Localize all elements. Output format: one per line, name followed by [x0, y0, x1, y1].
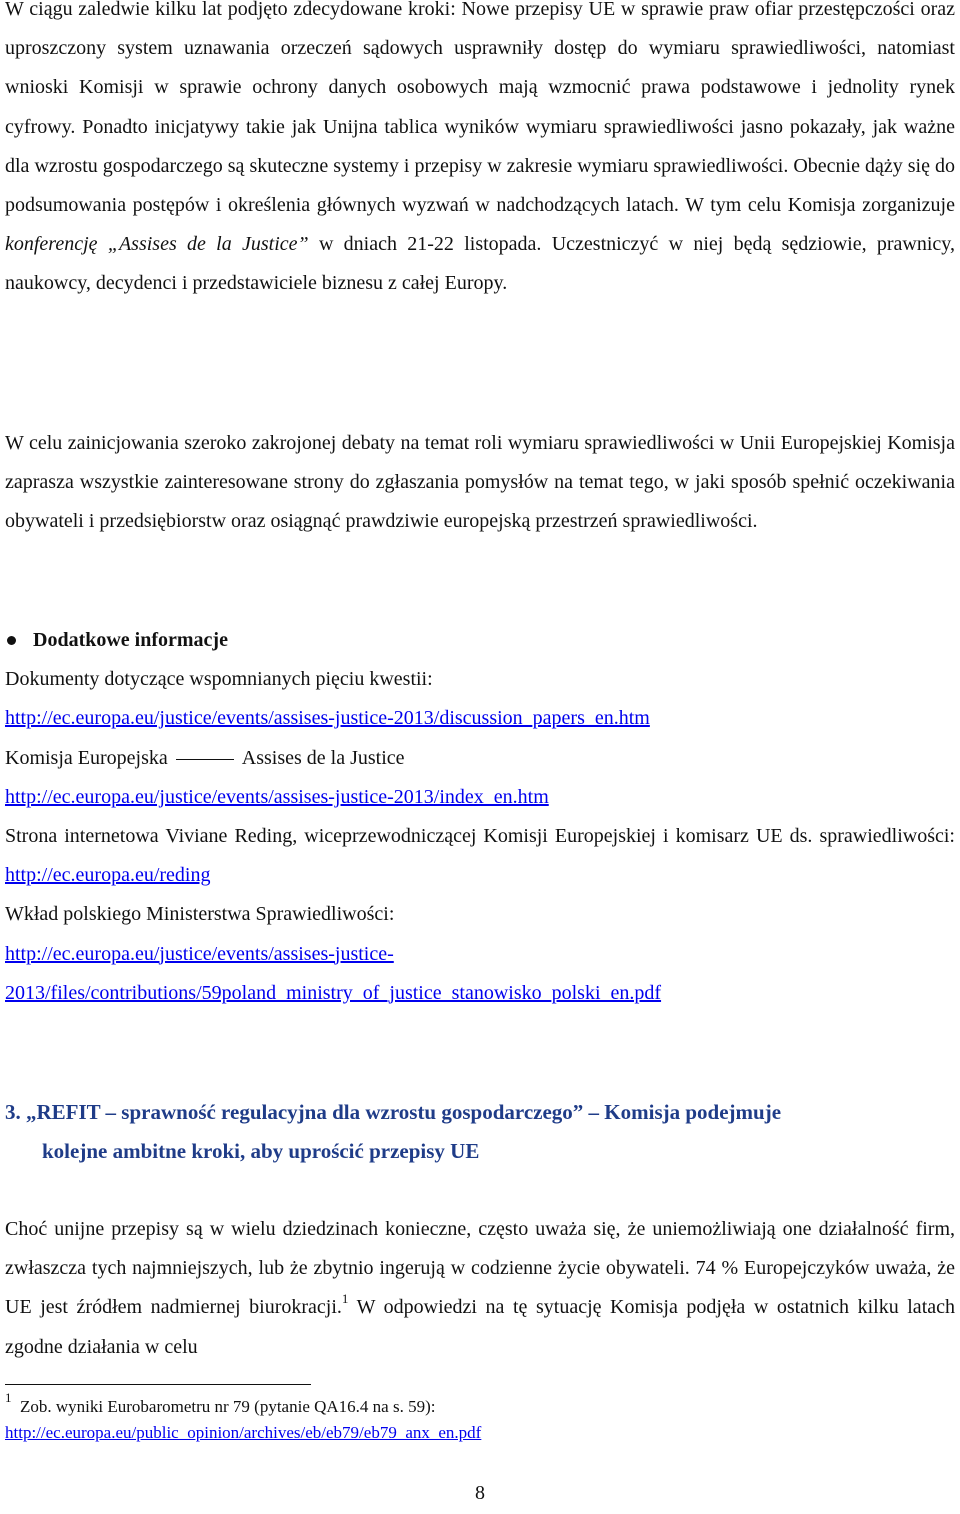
footnote: [5, 1390, 955, 1446]
page-number: 8: [475, 1482, 485, 1504]
additional-info-heading: [5, 621, 955, 660]
em-dash: [176, 759, 234, 760]
footnote-number: 1: [5, 1390, 12, 1406]
section-3-heading: [5, 1093, 955, 1171]
paragraph-debate: W celu zainicjowania szeroko zakrojonej debaty na temat roli wymiaru sprawiedliwości w Unii Europejskiej Komisja zaprasza wszystkie zainteresowane strony do zgłaszania pomysłów na temat tego, w jaki sposób spełnić oczekiwania obywateli i przedsiębiorstw oraz osiągnąć prawdziwie europejską przestrzeń sprawiedliwości.: [5, 432, 955, 533]
info-line-commission: [5, 739, 955, 778]
info-commission-label: Komisja Europejska: [5, 746, 168, 769]
link-reding[interactable]: http://ec.europa.eu/reding: [5, 864, 211, 887]
paragraph-assises-text-1: W ciągu zaledwie kilku lat podjęto zdecydowane kroki: Nowe przepisy UE w sprawie praw ofiar przestępczości oraz uproszczony system uznawania orzeczeń sądowych usprawniły dostęp do wymiaru sprawiedliwości, natomiast wnioski Komisji w sprawie ochrony danych osobowych mają wzmocnić prawa podstawowe i jednolity rynek cyfrowy. Ponadto inicjatywy takie jak Unijna tablica wyników wymiaru sprawiedliwości jasno pokazały, jak ważne dla wzrostu gospodarczego są skuteczne systemy i przepisy w zakresie wymiaru sprawiedliwości. Obecnie dąży się do podsumowania postępów i określenia głównych wyzwań w nadchodzących latach. W tym celu Komisja zorganizuje: [5, 0, 955, 217]
info-assises-label: Assises de la Justice: [241, 746, 405, 769]
paragraph-assises-text-2: w dniach 21-22 listopada. Uczestniczyć w niej będą sędziowie, prawnicy, naukowcy, decydenci i przedstawiciele biznesu z całej Europy.: [5, 233, 956, 295]
bullet-icon: [7, 636, 16, 645]
additional-info-section: [5, 621, 955, 1013]
additional-info-title: Dodatkowe informacje: [33, 629, 228, 651]
paragraph-assises: [5, 0, 955, 304]
link-ministry-contribution[interactable]: [5, 943, 661, 1004]
link-assises-index[interactable]: http://ec.europa.eu/justice/events/assises-justice-2013/index_en.htm: [5, 785, 549, 808]
paragraph-refit-text-2: W odpowiedzi na tę sytuację Komisja podjęła w ostatnich kilku latach zgodne działania w celu: [5, 1296, 955, 1358]
footnote-link[interactable]: http://ec.europa.eu/public_opinion/archives/eb/eb79/eb79_anx_en.pdf: [5, 1423, 482, 1442]
link-ministry-part-1: http://ec.europa.eu/justice/events/assises-justice-: [5, 942, 394, 965]
footnote-text: Zob. wyniki Eurobarometru nr 79 (pytanie QA16.4 na s. 59):: [20, 1397, 436, 1416]
link-ministry-part-2: 2013/files/contributions/59poland_ministry_of_justice_stanowisko_polski_en.pdf: [5, 981, 662, 1004]
link-discussion-papers[interactable]: http://ec.europa.eu/justice/events/assises-justice-2013/discussion_papers_en.htm: [5, 707, 650, 730]
footnote-separator: [5, 1384, 311, 1385]
section-3-heading-line-1: 3. „REFIT – sprawność regulacyjna dla wzrostu gospodarczego” – Komisja podejmuje: [5, 1100, 782, 1124]
info-line-documents: Dokumenty dotyczące wspomnianych pięciu kwestii:: [5, 668, 433, 691]
footnote-ref[interactable]: 1: [341, 1290, 349, 1306]
paragraph-refit-text-1: Choć unijne przepisy są w wielu dziedzinach konieczne, często uważa się, że uniemożliwiają one działalność firm, zwłaszcza tych najmniejszych, lub że zbytnio ingerują w codzienne życie obywateli. 74 % Europejczyków uważa, że UE jest źródłem nadmiernej biurokracji.: [5, 1218, 955, 1319]
info-reding-text: Strona internetowa Viviane Reding, wiceprzewodniczącej Komisji Europejskiej i komisarz UE ds. sprawiedliwości:: [5, 825, 955, 848]
section-3-heading-line-2: kolejne ambitne kroki, aby uprościć przepisy UE: [42, 1139, 480, 1164]
conference-name: konferencję „Assises de la Justice”: [5, 233, 309, 256]
info-line-reding: [5, 817, 955, 895]
paragraph-refit: [5, 1210, 955, 1367]
info-line-ministry: Wkład polskiego Ministerstwa Sprawiedliwości:: [5, 903, 395, 926]
